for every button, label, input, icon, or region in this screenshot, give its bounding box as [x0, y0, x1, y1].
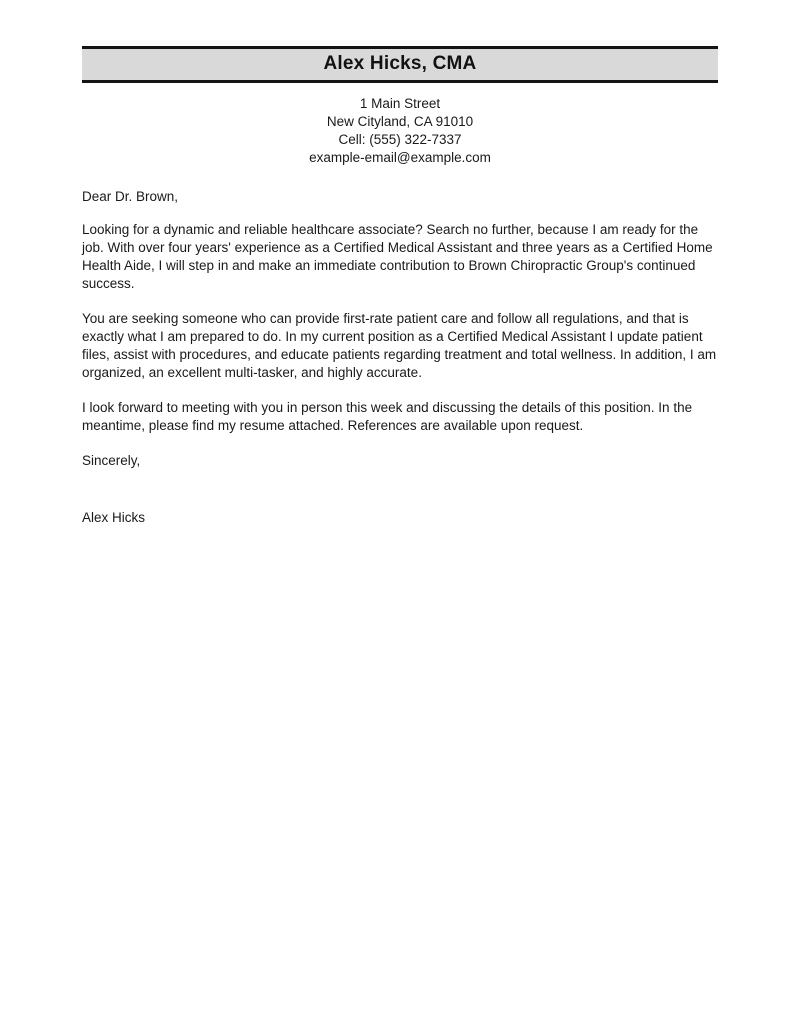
contact-street-line: 1 Main Street: [359, 96, 441, 111]
header-name-band: [82, 46, 718, 83]
paragraph-qualifications: You are seeking someone who can provide first-rate patient care and follow all regulations, and that is exactly what I am prepared to do. In my current position as a Certified Medical Assistant I update patient files, assist with procedures, and educate patients regarding treatment and total wellness. In addition, I am organized, an excellent multi-tasker, and highly accurate.: [82, 311, 717, 380]
greeting: Dear Dr. Brown,: [82, 189, 179, 204]
contact-phone-line: Cell: (555) 322-7337: [338, 132, 462, 147]
closing: Sincerely,: [82, 453, 141, 468]
signature-name: Alex Hicks: [82, 510, 146, 525]
letter-body: [82, 188, 718, 527]
paragraph-intro: Looking for a dynamic and reliable healthcare associate? Search no further, because I am ready for the job. With over four years' experience as a Certified Medical Assistant and three years as a Certified Home Health Aide, I will step in and make an immediate contribution to Brown Chiropractic Group's continued success.: [82, 222, 713, 291]
contact-email-line: example-email@example.com: [309, 150, 491, 165]
contact-city-line: New Cityland, CA 91010: [326, 114, 474, 129]
paragraph-followup: I look forward to meeting with you in person this week and discussing the details of this position. In the meantime, please find my resume attached. References are available upon request.: [82, 400, 693, 433]
page-title: Alex Hicks, CMA: [323, 53, 477, 74]
contact-block: [82, 95, 718, 167]
